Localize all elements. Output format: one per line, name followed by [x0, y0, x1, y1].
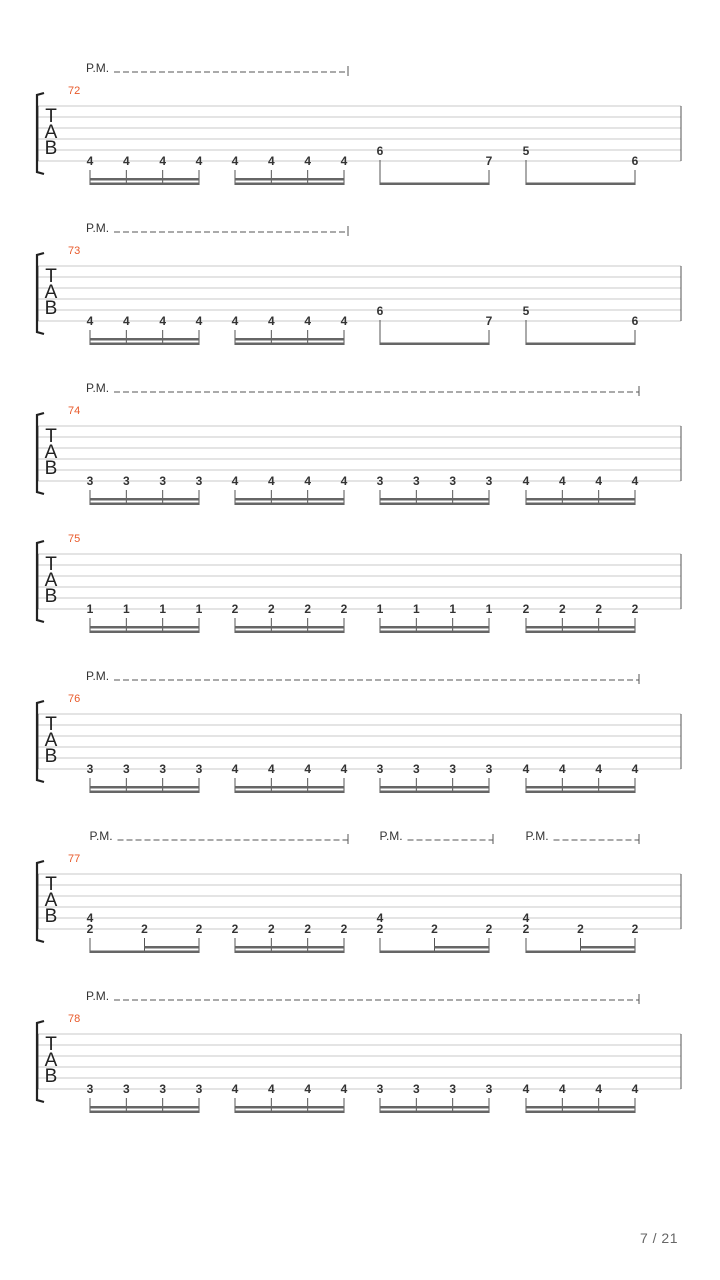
fret-number: 4: [159, 154, 167, 168]
fret-number: 2: [141, 922, 148, 936]
fret-number: 3: [86, 1082, 94, 1096]
beam-primary: [526, 951, 635, 954]
beam-primary: [90, 183, 199, 186]
fret-number: 6: [631, 154, 639, 168]
fret-number: 3: [376, 474, 384, 488]
fret-number: 1: [376, 602, 384, 616]
fret-number: 3: [485, 762, 493, 776]
beam-secondary: [235, 626, 344, 629]
fret-number: 4: [195, 314, 203, 328]
fret-number: 3: [449, 762, 457, 776]
fret-number: 4: [522, 762, 530, 776]
beam-primary: [380, 951, 489, 954]
beam-secondary: [235, 178, 344, 181]
fret-number: 3: [485, 474, 493, 488]
fret-number: 5: [522, 304, 530, 318]
tab-clef-letter: A: [44, 282, 58, 303]
beam-primary: [380, 791, 489, 794]
beam-secondary: [235, 498, 344, 501]
palm-mute-label: P.M.: [89, 829, 113, 843]
fret-number: 5: [522, 144, 530, 158]
beam-secondary: [90, 178, 199, 181]
fret-number: 2: [231, 602, 239, 616]
beam-secondary: [526, 498, 635, 501]
fret-number: 4: [195, 154, 203, 168]
beam-primary: [526, 503, 635, 506]
beam-secondary: [380, 1106, 489, 1109]
fret-number: 2: [340, 922, 348, 936]
beam-primary: [526, 631, 635, 634]
beam-secondary: [526, 786, 635, 789]
fret-number: 2: [485, 922, 493, 936]
tab-clef-letter: B: [44, 458, 58, 479]
fret-number: 3: [449, 474, 457, 488]
fret-number: 4: [267, 154, 275, 168]
palm-mute-label: P.M.: [86, 221, 110, 235]
beam-primary: [90, 503, 199, 506]
palm-mute-label: P.M.: [86, 989, 110, 1003]
beam-primary: [90, 791, 199, 794]
measure-number: 74: [68, 405, 81, 417]
beam-primary: [235, 343, 344, 346]
system-bracket: [37, 541, 44, 622]
tab-clef-letter: T: [45, 106, 57, 127]
beam-primary: [90, 631, 199, 634]
fret-number: 4: [231, 474, 239, 488]
beam-secondary: [435, 946, 490, 949]
tab-system: [37, 669, 681, 793]
beam-primary: [526, 1111, 635, 1114]
page-indicator: 7 / 21: [639, 1230, 678, 1246]
fret-number: 4: [340, 762, 348, 776]
fret-number: 1: [449, 602, 457, 616]
fret-number: 4: [231, 154, 239, 168]
fret-number: 2: [340, 602, 348, 616]
beam-secondary: [90, 626, 199, 629]
fret-number: 4: [86, 314, 94, 328]
fret-number: 4: [595, 474, 603, 488]
fret-number: 4: [522, 911, 530, 925]
beam-primary: [235, 503, 344, 506]
fret-number: 4: [631, 762, 639, 776]
tab-clef-letter: A: [44, 570, 58, 591]
beam-secondary: [380, 626, 489, 629]
fret-number: 2: [267, 602, 275, 616]
fret-number: 2: [86, 922, 94, 936]
fret-number: 4: [304, 1082, 312, 1096]
beam-secondary: [380, 498, 489, 501]
fret-number: 4: [595, 1082, 603, 1096]
measure-number: 78: [68, 1013, 81, 1025]
fret-number: 4: [340, 314, 348, 328]
tab-clef-letter: T: [45, 554, 57, 575]
fret-number: 3: [485, 1082, 493, 1096]
fret-number: 6: [376, 304, 384, 318]
fret-number: 4: [631, 474, 639, 488]
fret-number: 2: [267, 922, 275, 936]
tab-system: [37, 829, 681, 953]
fret-number: 6: [631, 314, 639, 328]
beam-primary: [235, 631, 344, 634]
beam-primary: [235, 951, 344, 954]
fret-number: 4: [522, 1082, 530, 1096]
beam-secondary: [145, 946, 200, 949]
beam-primary: [380, 503, 489, 506]
beam-secondary: [526, 626, 635, 629]
measure-number: 77: [68, 853, 81, 865]
system-bracket: [37, 861, 44, 942]
system-bracket: [37, 701, 44, 782]
beam-secondary: [235, 786, 344, 789]
fret-number: 4: [558, 762, 566, 776]
beam-secondary: [90, 338, 199, 341]
fret-number: 4: [304, 314, 312, 328]
beam-secondary: [90, 1106, 199, 1109]
palm-mute-label: P.M.: [86, 669, 110, 683]
fret-number: 4: [304, 154, 312, 168]
fret-number: 4: [231, 762, 239, 776]
fret-number: 3: [376, 1082, 384, 1096]
beam-primary: [526, 343, 635, 346]
fret-number: 4: [558, 474, 566, 488]
fret-number: 1: [412, 602, 420, 616]
fret-number: 3: [376, 762, 384, 776]
fret-number: 3: [195, 762, 203, 776]
fret-number: 2: [577, 922, 584, 936]
fret-number: 4: [631, 1082, 639, 1096]
beam-primary: [90, 951, 199, 954]
tab-clef-letter: B: [44, 1066, 58, 1087]
fret-number: 4: [86, 911, 94, 925]
fret-number: 2: [304, 602, 312, 616]
fret-number: 4: [267, 762, 275, 776]
beam-primary: [380, 631, 489, 634]
beam-secondary: [235, 946, 344, 949]
fret-number: 2: [304, 922, 312, 936]
fret-number: 4: [267, 1082, 275, 1096]
fret-number: 4: [340, 1082, 348, 1096]
fret-number: 2: [376, 922, 384, 936]
beam-primary: [526, 791, 635, 794]
beam-primary: [235, 1111, 344, 1114]
beam-primary: [380, 183, 489, 186]
fret-number: 1: [122, 602, 130, 616]
tab-clef-letter: B: [44, 298, 58, 319]
palm-mute-label: P.M.: [86, 61, 110, 75]
fret-number: 3: [195, 474, 203, 488]
tab-system: [37, 533, 681, 633]
system-bracket: [37, 413, 44, 494]
measure-number: 73: [68, 245, 81, 257]
palm-mute-label: P.M.: [525, 829, 549, 843]
beam-secondary: [380, 786, 489, 789]
fret-number: 4: [86, 154, 94, 168]
fret-number: 7: [485, 154, 493, 168]
fret-number: 4: [267, 474, 275, 488]
fret-number: 2: [522, 602, 530, 616]
fret-number: 2: [595, 602, 603, 616]
beam-secondary: [235, 1106, 344, 1109]
beam-secondary: [90, 498, 199, 501]
fret-number: 4: [340, 474, 348, 488]
fret-number: 1: [195, 602, 203, 616]
fret-number: 4: [122, 154, 130, 168]
beam-primary: [380, 343, 489, 346]
fret-number: 3: [159, 762, 167, 776]
fret-number: 6: [376, 144, 384, 158]
fret-number: 4: [522, 474, 530, 488]
tab-clef-letter: B: [44, 138, 58, 159]
palm-mute-label: P.M.: [86, 381, 110, 395]
fret-number: 3: [449, 1082, 457, 1096]
fret-number: 4: [376, 911, 384, 925]
fret-number: 4: [231, 1082, 239, 1096]
fret-number: 4: [304, 762, 312, 776]
beam-primary: [380, 1111, 489, 1114]
fret-number: 4: [595, 762, 603, 776]
fret-number: 7: [485, 314, 493, 328]
tab-clef-letter: B: [44, 906, 58, 927]
tab-system: [37, 61, 681, 185]
fret-number: 2: [195, 922, 203, 936]
palm-mute-label: P.M.: [379, 829, 403, 843]
fret-number: 2: [558, 602, 566, 616]
fret-number: 2: [522, 922, 530, 936]
measure-number: 72: [68, 85, 81, 97]
fret-number: 2: [631, 922, 639, 936]
beam-primary: [235, 791, 344, 794]
tab-clef-letter: A: [44, 442, 58, 463]
fret-number: 3: [122, 474, 130, 488]
fret-number: 3: [412, 762, 420, 776]
tab-system: [37, 989, 681, 1113]
fret-number: 4: [122, 314, 130, 328]
measure-number: 75: [68, 533, 81, 545]
tab-clef-letter: T: [45, 714, 57, 735]
tab-clef-letter: T: [45, 1034, 57, 1055]
tab-system: [37, 381, 681, 505]
tab-clef-letter: T: [45, 874, 57, 895]
fret-number: 1: [485, 602, 493, 616]
fret-number: 3: [412, 1082, 420, 1096]
fret-number: 3: [122, 762, 130, 776]
tab-clef-letter: A: [44, 730, 58, 751]
tab-clef-letter: A: [44, 1050, 58, 1071]
tab-clef-letter: B: [44, 586, 58, 607]
fret-number: 2: [631, 602, 639, 616]
fret-number: 3: [122, 1082, 130, 1096]
tab-clef-letter: T: [45, 266, 57, 287]
fret-number: 1: [86, 602, 94, 616]
fret-number: 4: [340, 154, 348, 168]
system-bracket: [37, 1021, 44, 1102]
measure-number: 76: [68, 693, 81, 705]
fret-number: 3: [86, 762, 94, 776]
beam-primary: [235, 183, 344, 186]
tab-clef-letter: A: [44, 122, 58, 143]
fret-number: 4: [304, 474, 312, 488]
beam-secondary: [526, 1106, 635, 1109]
fret-number: 2: [231, 922, 239, 936]
fret-number: 3: [159, 1082, 167, 1096]
beam-secondary: [235, 338, 344, 341]
fret-number: 4: [159, 314, 167, 328]
fret-number: 4: [231, 314, 239, 328]
fret-number: 3: [159, 474, 167, 488]
tab-clef-letter: B: [44, 746, 58, 767]
fret-number: 4: [267, 314, 275, 328]
tab-system: [37, 221, 681, 345]
fret-number: 4: [558, 1082, 566, 1096]
fret-number: 3: [195, 1082, 203, 1096]
fret-number: 1: [159, 602, 167, 616]
fret-number: 2: [431, 922, 438, 936]
beam-primary: [90, 343, 199, 346]
tab-clef-letter: T: [45, 426, 57, 447]
system-bracket: [37, 253, 44, 334]
beam-secondary: [90, 786, 199, 789]
beam-primary: [90, 1111, 199, 1114]
tab-clef-letter: A: [44, 890, 58, 911]
fret-number: 3: [412, 474, 420, 488]
fret-number: 3: [86, 474, 94, 488]
beam-secondary: [581, 946, 636, 949]
beam-primary: [526, 183, 635, 186]
system-bracket: [37, 93, 44, 174]
